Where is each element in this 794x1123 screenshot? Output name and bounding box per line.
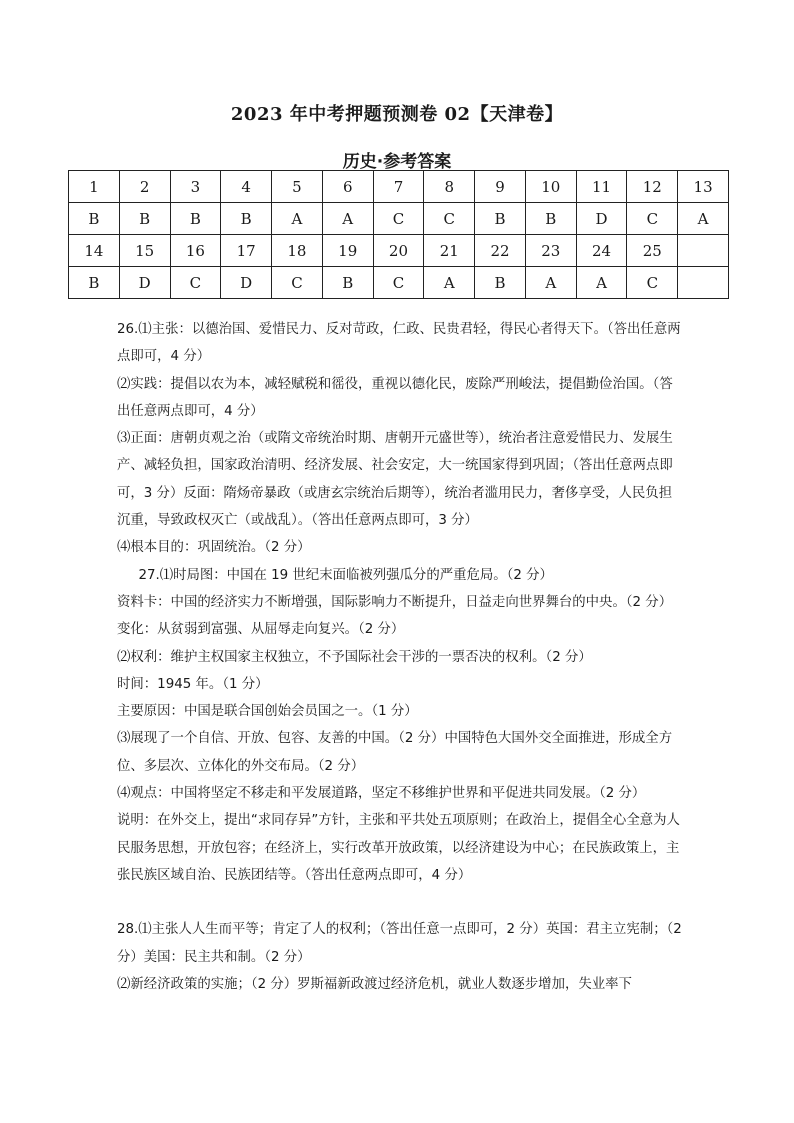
answer-cell: B <box>221 203 272 235</box>
answer-cell: A <box>525 267 576 299</box>
question-number-row <box>69 171 729 203</box>
answer-cell: B <box>475 203 526 235</box>
question-number-cell: 8 <box>424 171 475 203</box>
question-number-cell: 20 <box>373 235 424 267</box>
answer-paragraph: ⑷根本目的：巩固统治。（2 分） <box>117 540 311 556</box>
question-number-cell: 14 <box>69 235 120 267</box>
page-title: 2023 年中考押题预测卷 02【天津卷】 <box>230 104 564 125</box>
question-number-cell: 24 <box>576 235 627 267</box>
page-subtitle: 历史·参考答案 <box>342 152 452 172</box>
question-number-cell: 7 <box>373 171 424 203</box>
question-number-cell: 11 <box>576 171 627 203</box>
answer-cell: C <box>373 267 424 299</box>
question-number-cell: 3 <box>170 171 221 203</box>
question-number-cell: 1 <box>69 171 120 203</box>
answer-cell <box>678 267 729 299</box>
answer-cell: C <box>272 267 323 299</box>
answer-cell: A <box>424 267 475 299</box>
question-number-cell: 5 <box>272 171 323 203</box>
question-number-cell: 23 <box>525 235 576 267</box>
question-number-row <box>69 235 729 267</box>
answer-paragraph: 主要原因：中国是联合国创始会员国之一。（1 分） <box>117 704 418 720</box>
answer-cell: B <box>322 267 373 299</box>
question-number-cell: 18 <box>272 235 323 267</box>
answer-paragraph: ⑵权利：维护主权国家主权独立，不予国际社会干涉的一票否决的权利。（2 分） <box>117 649 592 665</box>
question-number-cell: 4 <box>221 171 272 203</box>
answer-cell: A <box>272 203 323 235</box>
answer-paragraph: 28.⑴主张人人生而平等；肯定了人的权利；（答出任意一点即可，2 分）英国：君主立宪制；（2 分）美国：民主共和制。（2 分） <box>117 922 682 965</box>
answer-paragraph: ⑵实践：提倡以农为本，减轻赋税和徭役，重视以德化民，废除严刑峻法，提倡勤俭治国。（答出任意两点即可，4 分） <box>117 376 673 419</box>
answer-cell: C <box>373 203 424 235</box>
answer-cell: C <box>627 203 678 235</box>
answer-content <box>117 316 683 998</box>
answer-paragraph: ⑶正面：唐朝贞观之治（或隋文帝统治时期、唐朝开元盛世等），统治者注意爱惜民力、发展生产、减轻负担，国家政治清明、经济发展、社会安定，大一统国家得到巩固；（答出任意两点即可，3 分）反面：隋炀帝暴政（或唐玄宗统治后期等），统治者滥用民力，奢侈享受，人民负担沉重，导致政权灭亡（或战乱）。（答出任意两点即可，3 分） <box>117 431 673 529</box>
answer-paragraph: 时间：1945 年。（1 分） <box>117 676 269 692</box>
answer-cell: A <box>322 203 373 235</box>
answer-table <box>68 170 729 299</box>
answer-cell: B <box>525 203 576 235</box>
answer-paragraph: 说明：在外交上，提出“求同存异”方针，主张和平共处五项原则；在政治上，提倡全心全意为人民服务思想，开放包容；在经济上，实行改革开放政策，以经济建设为中心；在民族政策上，主张民族区域自治、民族团结等。（答出任意两点即可，4 分） <box>117 813 680 883</box>
question-number-cell: 16 <box>170 235 221 267</box>
answer-cell: D <box>119 267 170 299</box>
question-number-cell: 19 <box>322 235 373 267</box>
question-number-cell: 6 <box>322 171 373 203</box>
answer-cell: B <box>69 267 120 299</box>
answer-cell: C <box>424 203 475 235</box>
answer-cell: C <box>627 267 678 299</box>
question-number-cell: 9 <box>475 171 526 203</box>
answer-row <box>69 203 729 235</box>
answer-paragraph: 27.⑴时局图：中国在 19 世纪末面临被列强瓜分的严重危局。（2 分） <box>138 567 553 583</box>
question-number-cell: 2 <box>119 171 170 203</box>
question-number-cell: 10 <box>525 171 576 203</box>
answer-cell: A <box>678 203 729 235</box>
answer-paragraph: ⑷观点：中国将坚定不移走和平发展道路，坚定不移维护世界和平促进共同发展。（2 分） <box>117 786 646 802</box>
answer-paragraph: ⑵新经济政策的实施；（2 分）罗斯福新政渡过经济危机，就业人数逐步增加，失业率下 <box>117 976 632 992</box>
question-number-cell: 13 <box>678 171 729 203</box>
question-number-cell: 15 <box>119 235 170 267</box>
question-number-cell: 21 <box>424 235 475 267</box>
answer-cell: B <box>119 203 170 235</box>
answer-cell: B <box>475 267 526 299</box>
question-number-cell <box>678 235 729 267</box>
answer-cell: A <box>576 267 627 299</box>
question-number-cell: 22 <box>475 235 526 267</box>
answer-paragraph: 26.⑴主张：以德治国、爱惜民力、反对苛政，仁政、民贵君轻，得民心者得天下。（答出任意两点即可，4 分） <box>117 322 681 365</box>
question-number-cell: 17 <box>221 235 272 267</box>
answer-cell: D <box>221 267 272 299</box>
answer-cell: B <box>170 203 221 235</box>
answer-cell: D <box>576 203 627 235</box>
answer-row <box>69 267 729 299</box>
answer-cell: B <box>69 203 120 235</box>
question-number-cell: 12 <box>627 171 678 203</box>
answer-paragraph: 资料卡：中国的经济实力不断增强，国际影响力不断提升，日益走向世界舞台的中央。（2 分） <box>117 594 673 610</box>
answer-paragraph: 变化：从贫弱到富强、从屈辱走向复兴。（2 分） <box>117 622 405 638</box>
answer-paragraph: ⑶展现了一个自信、开放、包容、友善的中国。（2 分）中国特色大国外交全面推进，形成全方位、多层次、立体化的外交布局。（2 分） <box>117 731 673 774</box>
question-number-cell: 25 <box>627 235 678 267</box>
answer-cell: C <box>170 267 221 299</box>
